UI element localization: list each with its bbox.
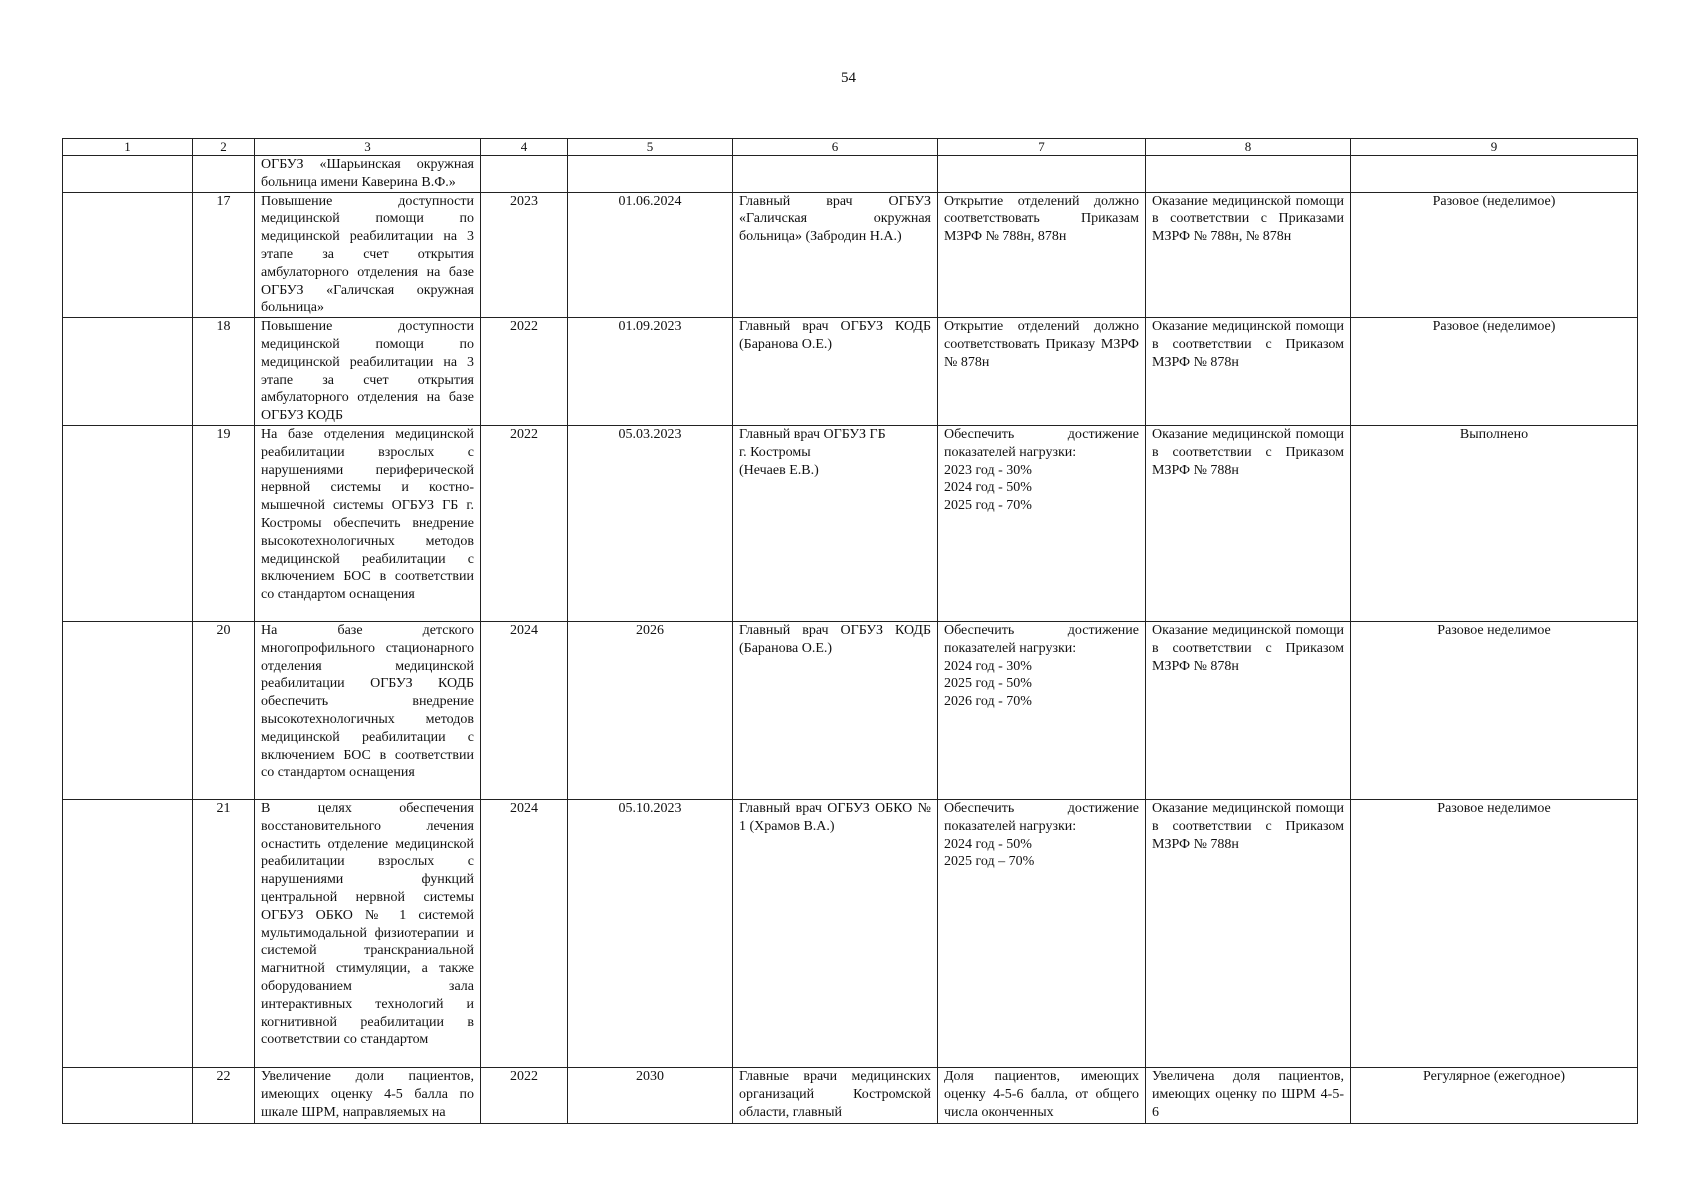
indicator-intro: Обеспечить достижение показателей нагрузки:	[944, 800, 1139, 834]
start-year-cell: 2023	[481, 192, 568, 318]
result-cell: Увеличена доля пациентов, имеющих оценку по ШРМ 4-5-6	[1146, 1067, 1351, 1123]
row-number: 21	[193, 799, 255, 1067]
type-cell: Регулярное (ежегодное)	[1351, 1067, 1638, 1123]
measures-table	[62, 138, 1638, 1124]
start-year-cell: 2022	[481, 425, 568, 621]
start-year-cell: 2022	[481, 318, 568, 426]
row-number: 17	[193, 192, 255, 318]
responsible-cell: Главный врач ОГБУЗ КОДБ (Баранова О.Е.)	[733, 318, 938, 426]
result-cell: Оказание медицинской помощи в соответствии с Приказами МЗРФ № 788н, № 878н	[1146, 192, 1351, 318]
column-number: 3	[255, 139, 481, 156]
column-number: 9	[1351, 139, 1638, 156]
column-number: 7	[938, 139, 1146, 156]
responsible-cell: Главный врач ОГБУЗ ГБ г. Костромы (Нечаев Е.В.)	[733, 425, 938, 621]
indicator-cell	[938, 425, 1146, 621]
type-cell: Разовое (неделимое)	[1351, 318, 1638, 426]
table-row-continuation	[63, 156, 1638, 193]
end-date-cell: 05.03.2023	[568, 425, 733, 621]
start-year-cell: 2024	[481, 799, 568, 1067]
column-number: 5	[568, 139, 733, 156]
indicator-values: 2024 год - 50% 2025 год – 70%	[944, 836, 1035, 870]
table-row	[63, 1067, 1638, 1123]
result-cell: Оказание медицинской помощи в соответствии с Приказом МЗРФ № 878н	[1146, 318, 1351, 426]
responsible-cell: Главный врач ОГБУЗ КОДБ (Баранова О.Е.)	[733, 621, 938, 799]
responsible-cell: Главные врачи медицинских организаций Костромской области, главный	[733, 1067, 938, 1123]
indicator-cell	[938, 799, 1146, 1067]
column-number: 6	[733, 139, 938, 156]
type-cell: Разовое неделимое	[1351, 621, 1638, 799]
indicator-intro: Обеспечить достижение показателей нагрузки:	[944, 426, 1139, 460]
page-number: 54	[841, 70, 856, 86]
measure-cell: В целях обеспечения восстановительного лечения оснастить отделение медицинской реабилитации взрослых с нарушениями функций центральной нервной системы ОГБУЗ ОБКО № 1 системой мультимодальной физиотерапии и системой транскраниальной магнитной стимуляции, а также оборудованием зала интерактивных технологий и когнитивной реабилитации в соответствии со стандартом	[255, 799, 481, 1067]
measure-cell: На базе детского многопрофильного стационарного отделения медицинской реабилитации ОГБУЗ КОДБ обеспечить внедрение высокотехнологичных методов медицинской реабилитации с включением БОС в соответствии со стандартом оснащения	[255, 621, 481, 799]
indicator-cell: Доля пациентов, имеющих оценку 4-5-6 балла, от общего числа оконченных	[938, 1067, 1146, 1123]
start-year-cell: 2022	[481, 1067, 568, 1123]
column-number: 4	[481, 139, 568, 156]
table-row	[63, 192, 1638, 318]
indicator-cell: Открытие отделений должно соответствовать Приказу МЗРФ № 878н	[938, 318, 1146, 426]
end-date-cell: 01.09.2023	[568, 318, 733, 426]
row-number: 20	[193, 621, 255, 799]
measure-cell: ОГБУЗ «Шарьинская окружная больница имени Каверина В.Ф.»	[255, 156, 481, 193]
measure-cell: На базе отделения медицинской реабилитации взрослых с нарушениями периферической нервной системы и костно-мышечной системы ОГБУЗ ГБ г. Костромы обеспечить внедрение высокотехнологичных методов медицинской реабилитации с включением БОС в соответствии со стандартом оснащения	[255, 425, 481, 621]
type-cell: Разовое (неделимое)	[1351, 192, 1638, 318]
indicator-values: 2024 год - 30% 2025 год - 50% 2026 год - 70%	[944, 658, 1032, 710]
type-cell: Разовое неделимое	[1351, 799, 1638, 1067]
responsible-cell: Главный врач ОГБУЗ «Галичская окружная больница» (Забродин Н.А.)	[733, 192, 938, 318]
row-number: 18	[193, 318, 255, 426]
column-number: 8	[1146, 139, 1351, 156]
measure-cell: Повышение доступности медицинской помощи по медицинской реабилитации на 3 этапе за счет открытия амбулаторного отделения на базе ОГБУЗ «Галичская окружная больница»	[255, 192, 481, 318]
start-year-cell: 2024	[481, 621, 568, 799]
result-cell: Оказание медицинской помощи в соответствии с Приказом МЗРФ № 878н	[1146, 621, 1351, 799]
type-cell: Выполнено	[1351, 425, 1638, 621]
measure-cell: Увеличение доли пациентов, имеющих оценку 4-5 балла по шкале ШРМ, направляемых на	[255, 1067, 481, 1123]
table-row	[63, 621, 1638, 799]
indicator-cell	[938, 621, 1146, 799]
end-date-cell: 2030	[568, 1067, 733, 1123]
end-date-cell: 01.06.2024	[568, 192, 733, 318]
end-date-cell: 2026	[568, 621, 733, 799]
column-number: 1	[63, 139, 193, 156]
indicator-values: 2023 год - 30% 2024 год - 50% 2025 год - 70%	[944, 462, 1032, 514]
responsible-cell: Главный врач ОГБУЗ ОБКО № 1 (Храмов В.А.)	[733, 799, 938, 1067]
result-cell: Оказание медицинской помощи в соответствии с Приказом МЗРФ № 788н	[1146, 799, 1351, 1067]
table-row	[63, 799, 1638, 1067]
row-number: 19	[193, 425, 255, 621]
measure-cell: Повышение доступности медицинской помощи по медицинской реабилитации на 3 этапе за счет открытия амбулаторного отделения на базе ОГБУЗ КОДБ	[255, 318, 481, 426]
table-row	[63, 425, 1638, 621]
column-numbers-row	[63, 139, 1638, 156]
row-number: 22	[193, 1067, 255, 1123]
end-date-cell: 05.10.2023	[568, 799, 733, 1067]
column-number: 2	[193, 139, 255, 156]
table-row	[63, 318, 1638, 426]
result-cell: Оказание медицинской помощи в соответствии с Приказом МЗРФ № 788н	[1146, 425, 1351, 621]
indicator-cell: Открытие отделений должно соответствовать Приказам МЗРФ № 788н, 878н	[938, 192, 1146, 318]
indicator-intro: Обеспечить достижение показателей нагрузки:	[944, 622, 1139, 656]
